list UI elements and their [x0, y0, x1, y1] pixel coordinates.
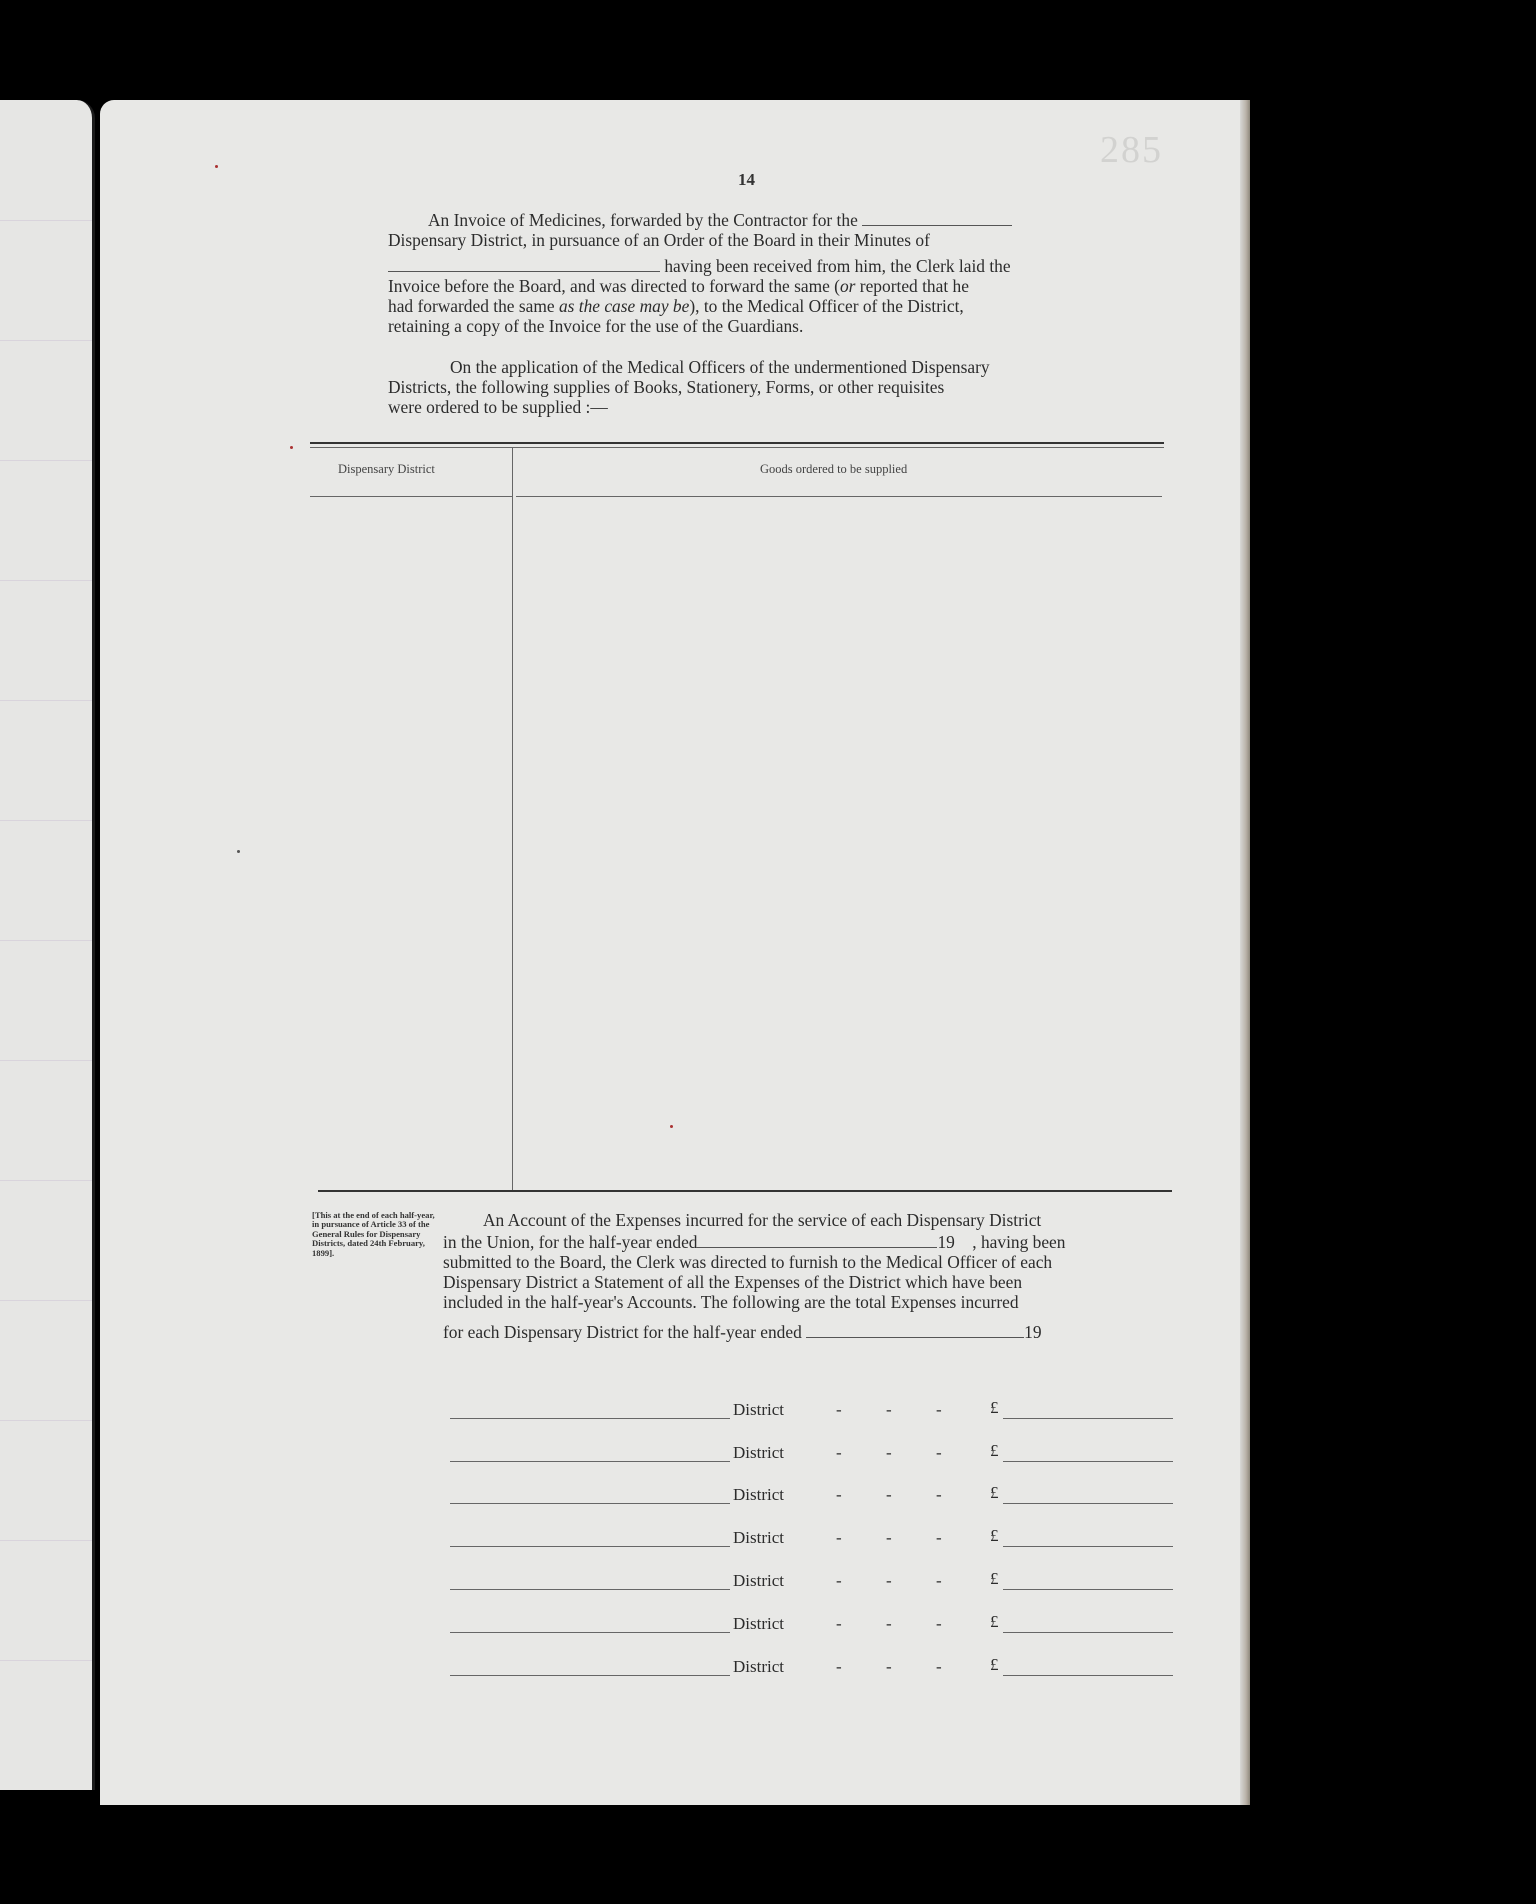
account-paragraph	[443, 1210, 1173, 1342]
amount-blank	[1003, 1546, 1173, 1547]
half-year-blank-2	[806, 1323, 1024, 1338]
district-name-blank	[450, 1589, 730, 1590]
supplies-line-1: On the application of the Medical Officers of the undermentioned Dispensary	[450, 357, 990, 377]
pound-sign: £	[990, 1526, 999, 1545]
leader-dash: -	[836, 1528, 842, 1547]
district-label: District	[733, 1571, 784, 1590]
district-name-blank	[450, 1632, 730, 1633]
invoice-line-3: having been received from him, the Clerk laid the	[664, 256, 1011, 276]
amount-blank	[1003, 1503, 1173, 1504]
leader-dash: -	[886, 1614, 892, 1633]
district-row	[450, 1396, 1175, 1424]
district-row	[450, 1481, 1175, 1509]
account-line-2: in the Union, for the half-year ended	[443, 1232, 698, 1252]
pound-sign: £	[990, 1441, 999, 1460]
invoice-line-6: retaining a copy of the Invoice for the use of the Guardians.	[388, 316, 804, 336]
column-header-goods: Goods ordered to be supplied	[760, 462, 908, 476]
leader-dash: -	[886, 1400, 892, 1419]
district-name-blank	[450, 1675, 730, 1676]
leader-dash: -	[836, 1571, 842, 1590]
page-edge	[1240, 100, 1250, 1805]
leader-dash: -	[936, 1443, 942, 1462]
account-year-2: 19	[1024, 1322, 1042, 1342]
table-top-rule	[310, 442, 1164, 444]
amount-blank	[1003, 1418, 1173, 1419]
district-label: District	[733, 1400, 784, 1419]
supplies-paragraph	[388, 357, 1106, 417]
amount-blank	[1003, 1461, 1173, 1462]
account-line-4: Dispensary District a Statement of all the Expenses of the District which have been	[443, 1272, 1023, 1292]
district-name-blank	[450, 1418, 730, 1419]
table-bottom-rule	[318, 1190, 1172, 1192]
leader-dash: -	[886, 1657, 892, 1676]
leader-dash: -	[836, 1657, 842, 1676]
previous-page-edge	[0, 100, 95, 1790]
header-rule-left	[310, 496, 512, 497]
pound-sign: £	[990, 1612, 999, 1631]
leader-dash: -	[936, 1657, 942, 1676]
leader-dash: -	[836, 1614, 842, 1633]
half-year-blank-1	[697, 1233, 937, 1248]
margin-note: [This at the end of each half-year, in pursuance of Article 33 of the General Rules for Dispensary Districts, dated 24th February, 1899].	[312, 1210, 435, 1258]
account-line-2-end: , having been	[972, 1232, 1066, 1252]
leader-dash: -	[936, 1528, 942, 1547]
leader-dash: -	[836, 1485, 842, 1504]
minutes-date-blank	[388, 257, 660, 272]
leader-dash: -	[836, 1400, 842, 1419]
district-name-blank	[450, 1503, 730, 1504]
district-row	[450, 1524, 1175, 1552]
district-row	[450, 1439, 1175, 1467]
account-line-6: for each Dispensary District for the half-year ended	[443, 1322, 802, 1342]
leader-dash: -	[936, 1485, 942, 1504]
leader-dash: -	[936, 1400, 942, 1419]
amount-blank	[1003, 1632, 1173, 1633]
leader-dash: -	[886, 1443, 892, 1462]
invoice-line-4-italic: or	[839, 276, 856, 296]
account-line-3: submitted to the Board, the Clerk was directed to furnish to the Medical Officer of each	[443, 1252, 1053, 1272]
invoice-line-2: Dispensary District, in pursuance of an Order of the Board in their Minutes of	[388, 230, 930, 250]
district-label: District	[733, 1528, 784, 1547]
invoice-line-1: An Invoice of Medicines, forwarded by the Contractor for the	[428, 210, 858, 230]
account-line-5: included in the half-year's Accounts. The following are the total Expenses incurred	[443, 1292, 1019, 1312]
district-label: District	[733, 1443, 784, 1462]
leader-dash: -	[936, 1571, 942, 1590]
amount-blank	[1003, 1589, 1173, 1590]
pound-sign: £	[990, 1398, 999, 1417]
district-label: District	[733, 1657, 784, 1676]
account-line-1: An Account of the Expenses incurred for the service of each Dispensary District	[483, 1210, 1042, 1230]
leader-dash: -	[836, 1443, 842, 1462]
contractor-blank	[862, 211, 1012, 226]
header-rule-right	[516, 496, 1162, 497]
invoice-line-4: Invoice before the Board, and was directed to forward the same (	[388, 276, 840, 296]
invoice-line-5-italic: as the case may be	[558, 296, 690, 316]
leader-dash: -	[886, 1528, 892, 1547]
supplies-line-2: Districts, the following supplies of Books, Stationery, Forms, or other requisites	[388, 377, 945, 397]
supplies-line-3: were ordered to be supplied :—	[388, 397, 608, 417]
page-number: 14	[738, 170, 755, 189]
leader-dash: -	[886, 1485, 892, 1504]
column-header-district: Dispensary District	[338, 462, 435, 476]
leader-dash: -	[886, 1571, 892, 1590]
district-row	[450, 1567, 1175, 1595]
leader-dash: -	[936, 1614, 942, 1633]
district-row	[450, 1653, 1175, 1681]
pound-sign: £	[990, 1483, 999, 1502]
district-name-blank	[450, 1546, 730, 1547]
pound-sign: £	[990, 1655, 999, 1674]
district-label: District	[733, 1614, 784, 1633]
district-row	[450, 1610, 1175, 1638]
invoice-paragraph	[388, 210, 1106, 336]
page-stamp-number: 285	[1100, 129, 1163, 171]
table-top-rule-thin	[310, 447, 1164, 448]
amount-blank	[1003, 1675, 1173, 1676]
invoice-line-4-end: reported that he	[855, 276, 969, 296]
pound-sign: £	[990, 1569, 999, 1588]
invoice-line-5-end: ), to the Medical Officer of the District,	[689, 296, 964, 316]
district-label: District	[733, 1485, 784, 1504]
table-column-divider	[512, 448, 513, 1190]
district-name-blank	[450, 1461, 730, 1462]
account-year-1: 19	[937, 1232, 955, 1252]
invoice-line-5: had forwarded the same	[388, 296, 559, 316]
